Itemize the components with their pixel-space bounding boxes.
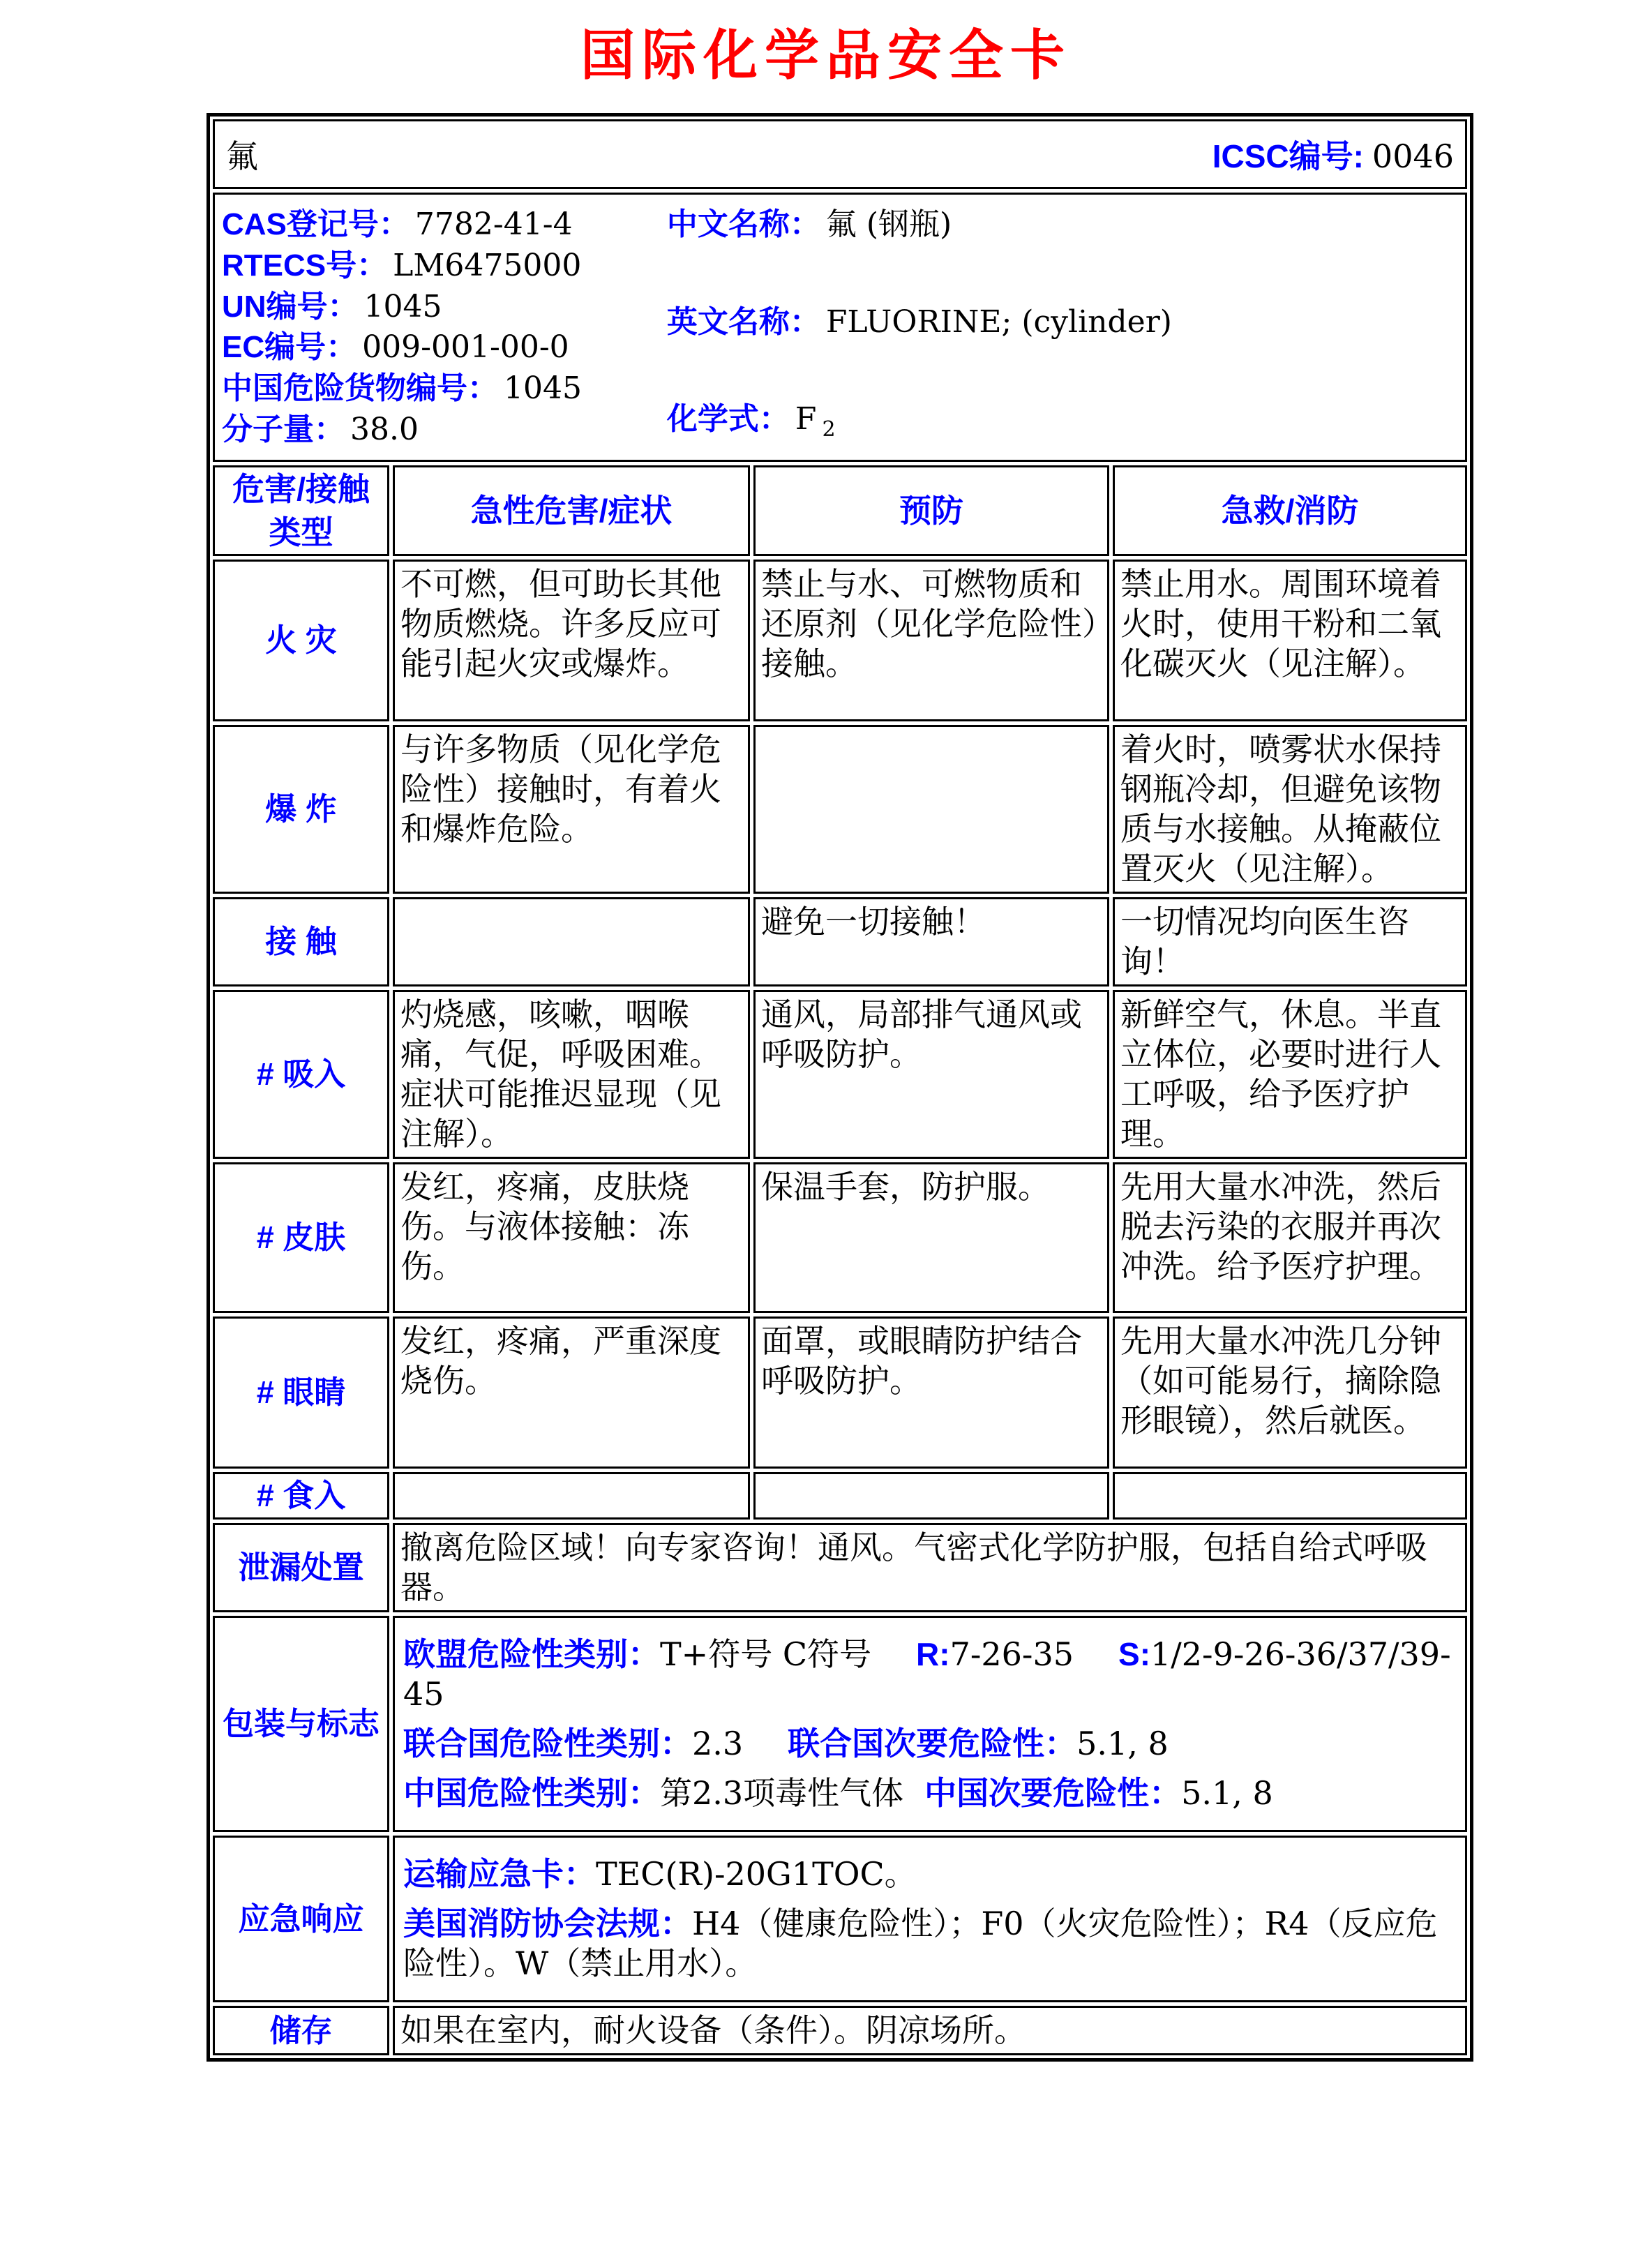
nfpa-line: [403, 1904, 1457, 1983]
english-name-label: 英文名称：: [666, 304, 820, 339]
tec-value: TEC(R)-20G1TOC。: [596, 1855, 917, 1893]
skin-symptoms-cell: 发红，疼痛，皮肤烧伤。与液体接触：冻伤。: [393, 1162, 750, 1313]
skin-prevention-cell: 保温手套，防护服。: [753, 1162, 1109, 1313]
un-subrisk-label: 联合国次要危险性：: [788, 1725, 1077, 1762]
cn-class-label: 中国危险性类别：: [403, 1775, 660, 1811]
english-name-line: [667, 302, 1458, 343]
s-phrases-label: S:: [1118, 1636, 1151, 1672]
icsc-number-label: ICSC编号:: [1212, 138, 1364, 174]
un-subrisk-value: 5.1, 8: [1076, 1725, 1169, 1762]
packaging-text-cell: [393, 1616, 1467, 1832]
rtecs-number-line: [222, 246, 667, 286]
cn-subrisk-value: 5.1, 8: [1181, 1774, 1273, 1812]
fire-first-aid-cell: 禁止用水。周围环境着火时，使用干粉和二氧化碳灭火（见注解）。: [1113, 560, 1467, 721]
row-label-fire: 火 灾: [213, 560, 389, 721]
row-label-storage: 储存: [213, 2006, 389, 2055]
col-header-type: 危害/接触 类型: [213, 465, 389, 556]
explosion-first-aid-cell: 着火时，喷雾状水保持钢瓶冷却，但避免该物质与水接触。从掩蔽位置灭火（见注解）。: [1113, 725, 1467, 894]
col-header-prevention: 预防: [753, 465, 1109, 556]
rtecs-value: LM6475000: [393, 247, 582, 283]
chinese-name-value: 氟 (钢瓶): [825, 207, 952, 242]
row-label-ingestion: # 食入: [213, 1472, 389, 1520]
s-phrases-value: 1/2-9-26-36/37/39-45: [403, 1635, 1451, 1713]
chemical-formula-line: [667, 399, 1458, 450]
transport-emergency-card-line: [403, 1854, 1457, 1894]
identification-section: [213, 193, 1467, 462]
ec-label: EC编号：: [222, 330, 357, 365]
r-phrases-label: R:: [916, 1636, 950, 1672]
row-label-skin: # 皮肤: [213, 1162, 389, 1313]
un-class-value: 2.3: [692, 1725, 744, 1762]
chinese-name-line: [667, 204, 1458, 245]
explosion-prevention-cell: [753, 725, 1109, 894]
fire-symptoms-cell: 不可燃，但可助长其他物质燃烧。许多反应可能引起火灾或爆炸。: [393, 560, 750, 721]
ingestion-first-aid-cell: [1113, 1472, 1467, 1520]
hazard-table-header: [213, 465, 1467, 556]
hazard-row-skin: [213, 1162, 1467, 1313]
emergency-response-row: [213, 1836, 1467, 2002]
substance-name: 氟: [226, 137, 258, 175]
inhalation-prevention-cell: 通风，局部排气通风或呼吸防护。: [753, 990, 1109, 1159]
hazard-row-fire: [213, 560, 1467, 721]
cn-hazard-line: [403, 1773, 1457, 1813]
id-left-column: [222, 204, 667, 450]
inhalation-symptoms-cell: 灼烧感，咳嗽，咽喉痛，气促，呼吸困难。症状可能推迟显现（见注解）。: [393, 990, 750, 1159]
emergency-text-cell: [393, 1836, 1467, 2002]
row-label-exposure: 接 触: [213, 897, 389, 987]
tec-label: 运输应急卡：: [403, 1856, 596, 1892]
nfpa-label: 美国消防协会法规：: [403, 1905, 692, 1942]
molecular-weight-line: [222, 410, 667, 450]
un-label: UN编号：: [222, 289, 359, 324]
storage-row: [213, 2006, 1467, 2055]
exposure-prevention-cell: 避免一切接触！: [753, 897, 1109, 987]
formula-subscript: 2: [822, 417, 836, 442]
row-label-explosion: 爆 炸: [213, 725, 389, 894]
chinese-name-label: 中文名称：: [666, 207, 820, 241]
col-header-symptoms: 急性危害/症状: [393, 465, 750, 556]
un-hazard-line: [403, 1724, 1457, 1764]
col-header-first-aid: 急救/消防: [1113, 465, 1467, 556]
un-number-line: [222, 287, 667, 327]
eyes-symptoms-cell: 发红，疼痛，严重深度烧伤。: [393, 1316, 750, 1469]
china-dg-number-line: [222, 368, 667, 409]
ingestion-prevention-cell: [753, 1472, 1109, 1520]
row-label-emergency: 应急响应: [213, 1836, 389, 2002]
rtecs-label: RTECS号：: [222, 248, 388, 283]
cas-label: CAS登记号：: [222, 207, 410, 241]
icsc-card: [206, 113, 1473, 2062]
molecular-weight-label: 分子量：: [222, 412, 345, 447]
un-value: 1045: [363, 288, 442, 324]
storage-text-cell: 如果在室内，耐火设备（条件）。阴凉场所。: [393, 2006, 1467, 2055]
hazard-row-inhalation: [213, 990, 1467, 1159]
formula-label: 化学式：: [666, 402, 790, 437]
exposure-first-aid-cell: 一切情况均向医生咨询！: [1113, 897, 1467, 987]
ec-value: 009-001-00-0: [362, 329, 569, 366]
english-name-value: FLUORINE; (cylinder): [825, 303, 1172, 340]
inhalation-first-aid-cell: 新鲜空气，休息。半直立体位，必要时进行人工呼吸，给予医疗护理。: [1113, 990, 1467, 1159]
row-label-spill: 泄漏处置: [213, 1523, 389, 1612]
hazard-row-eyes: [213, 1316, 1467, 1469]
skin-first-aid-cell: 先用大量水冲洗，然后脱去污染的衣服并再次冲洗。给予医疗护理。: [1113, 1162, 1467, 1313]
icsc-number: [1212, 131, 1454, 177]
explosion-symptoms-cell: 与许多物质（见化学危险性）接触时，有着火和爆炸危险。: [393, 725, 750, 894]
row-label-packaging: 包装与标志: [213, 1616, 389, 1832]
ec-number-line: [222, 327, 667, 368]
cas-number-line: [222, 204, 667, 245]
hazard-row-explosion: [213, 725, 1467, 894]
ingestion-symptoms-cell: [393, 1472, 750, 1520]
packaging-labelling-row: [213, 1616, 1467, 1832]
eu-class-label: 欧盟危险性类别：: [403, 1636, 660, 1672]
cn-subrisk-label: 中国次要危险性：: [924, 1775, 1182, 1811]
eu-class-value: T+符号 C符号: [660, 1635, 872, 1673]
row-label-eyes: # 眼睛: [213, 1316, 389, 1469]
cas-value: 7782-41-4: [414, 207, 573, 242]
eyes-first-aid-cell: 先用大量水冲洗几分钟（如可能易行，摘除隐形眼镜），然后就医。: [1113, 1316, 1467, 1469]
eyes-prevention-cell: 面罩，或眼睛防护结合呼吸防护。: [753, 1316, 1109, 1469]
fire-prevention-cell: 禁止与水、可燃物质和还原剂（见化学危险性）接触。: [753, 560, 1109, 721]
hazard-row-exposure: [213, 897, 1467, 987]
exposure-symptoms-cell: [393, 897, 750, 987]
molecular-weight-value: 38.0: [350, 411, 419, 447]
nfpa-value: H4（健康危险性）；F0（火灾危险性）；R4（反应危险性）。W（禁止用水）。: [403, 1905, 1438, 1982]
icsc-number-value: 0046: [1372, 137, 1454, 175]
china-dg-label: 中国危险货物编号：: [222, 371, 498, 406]
r-phrases-value: 7-26-35: [949, 1635, 1074, 1673]
spill-text-cell: 撤离危险区域！向专家咨询！通风。气密式化学防护服，包括自给式呼吸器。: [393, 1523, 1467, 1612]
cn-class-value: 第2.3项毒性气体: [660, 1774, 904, 1812]
china-dg-value: 1045: [504, 370, 582, 407]
eu-hazard-line: [403, 1635, 1457, 1714]
formula-value: F: [795, 401, 817, 437]
spill-disposal-row: [213, 1523, 1467, 1612]
hazard-row-ingestion: [213, 1472, 1467, 1520]
card-header: [213, 119, 1467, 189]
page-title: 国际化学品安全卡: [580, 24, 1072, 86]
id-right-column: [667, 204, 1458, 450]
un-class-label: 联合国危险性类别：: [403, 1725, 692, 1762]
row-label-inhalation: # 吸入: [213, 990, 389, 1159]
